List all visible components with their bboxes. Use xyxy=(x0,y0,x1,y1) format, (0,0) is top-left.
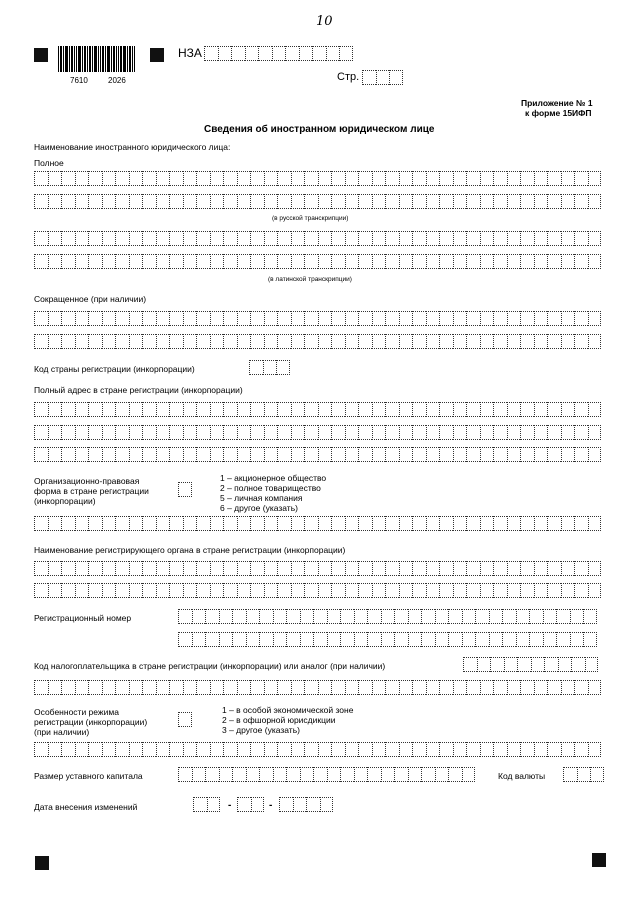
reg-authority-row-1[interactable] xyxy=(34,561,601,577)
reg-authority-row-2[interactable] xyxy=(34,583,601,599)
date-separator-2: - xyxy=(269,800,273,811)
country-code-cells[interactable] xyxy=(249,360,290,376)
reg-authority-label: Наименование регистрирующего органа в стране регистрации (инкорпорации) xyxy=(34,545,346,555)
capital-cells[interactable] xyxy=(178,767,475,783)
capital-label: Размер уставного капитала xyxy=(34,771,143,781)
legal-form-cell[interactable] xyxy=(178,482,192,498)
russian-caption: (в русской транскрипции) xyxy=(272,215,349,222)
regime-label: Особенности режима регистрации (инкорпорации) (при наличии) xyxy=(34,707,148,737)
country-code-label: Код страны регистрации (инкорпорации) xyxy=(34,364,195,374)
appendix-line2: к форме 15ИФП xyxy=(525,108,592,118)
full-address-label: Полный адрес в стране регистрации (инкорпорации) xyxy=(34,385,243,395)
tax-code-row-1[interactable] xyxy=(463,657,598,673)
change-date-year[interactable] xyxy=(279,797,333,813)
short-name-label: Сокращенное (при наличии) xyxy=(34,294,147,304)
address-row-1[interactable] xyxy=(34,402,601,418)
currency-cells[interactable] xyxy=(563,767,604,783)
reg-number-label: Регистрационный номер xyxy=(34,613,132,623)
nza-cells[interactable] xyxy=(204,46,353,62)
nza-label: НЗА xyxy=(178,46,202,60)
change-date-day[interactable] xyxy=(193,797,220,813)
tax-code-row-2[interactable] xyxy=(34,680,601,696)
corner-marker-top-left xyxy=(34,48,48,62)
reg-number-row-1[interactable] xyxy=(178,609,597,625)
change-date-month[interactable] xyxy=(237,797,264,813)
appendix-line1: Приложение № 1 xyxy=(521,98,593,108)
corner-marker-bottom-right xyxy=(592,853,606,867)
full-name-ru-row-2[interactable] xyxy=(34,194,601,210)
barcode-left-code: 7610 xyxy=(70,76,88,85)
date-separator-1: - xyxy=(228,800,232,811)
barcode-right-code: 2026 xyxy=(108,76,126,85)
name-label: Наименование иностранного юридического лица: xyxy=(34,142,231,152)
regime-cell[interactable] xyxy=(178,712,192,728)
short-name-row-2[interactable] xyxy=(34,334,601,350)
address-row-3[interactable] xyxy=(34,447,601,463)
latin-caption: (в латинской транскрипции) xyxy=(268,276,352,283)
legal-form-options: 1 – акционерное общество 2 – полное товарищество 5 – личная компания 6 – другое (указать) xyxy=(220,473,327,513)
reg-number-row-2[interactable] xyxy=(178,632,597,648)
full-name-lat-row-1[interactable] xyxy=(34,231,601,247)
regime-other-row[interactable] xyxy=(34,742,601,758)
page-number-handwritten: 10 xyxy=(316,14,333,29)
page-cells[interactable] xyxy=(362,70,403,86)
full-name-label: Полное xyxy=(34,158,64,168)
legal-form-other-row[interactable] xyxy=(34,516,601,532)
form-title: Сведения об иностранном юридическом лице xyxy=(204,124,435,135)
page-label: Стр. xyxy=(337,71,360,83)
short-name-row-1[interactable] xyxy=(34,311,601,327)
full-name-lat-row-2[interactable] xyxy=(34,254,601,270)
address-row-2[interactable] xyxy=(34,425,601,441)
change-date-label: Дата внесения изменений xyxy=(34,802,138,812)
corner-marker-bottom-left xyxy=(35,856,49,870)
full-name-ru-row-1[interactable] xyxy=(34,171,601,187)
currency-label: Код валюты xyxy=(498,771,546,781)
regime-options: 1 – в особой экономической зоне 2 – в офшорной юрисдикции 3 – другое (указать) xyxy=(222,705,354,735)
legal-form-label: Организационно-правовая форма в стране регистрации (инкорпорации) xyxy=(34,476,149,506)
barcode xyxy=(58,42,136,72)
corner-marker-top-mid xyxy=(150,48,164,62)
tax-code-label: Код налогоплательщика в стране регистрации (инкорпорации) или аналог (при наличии) xyxy=(34,661,386,671)
